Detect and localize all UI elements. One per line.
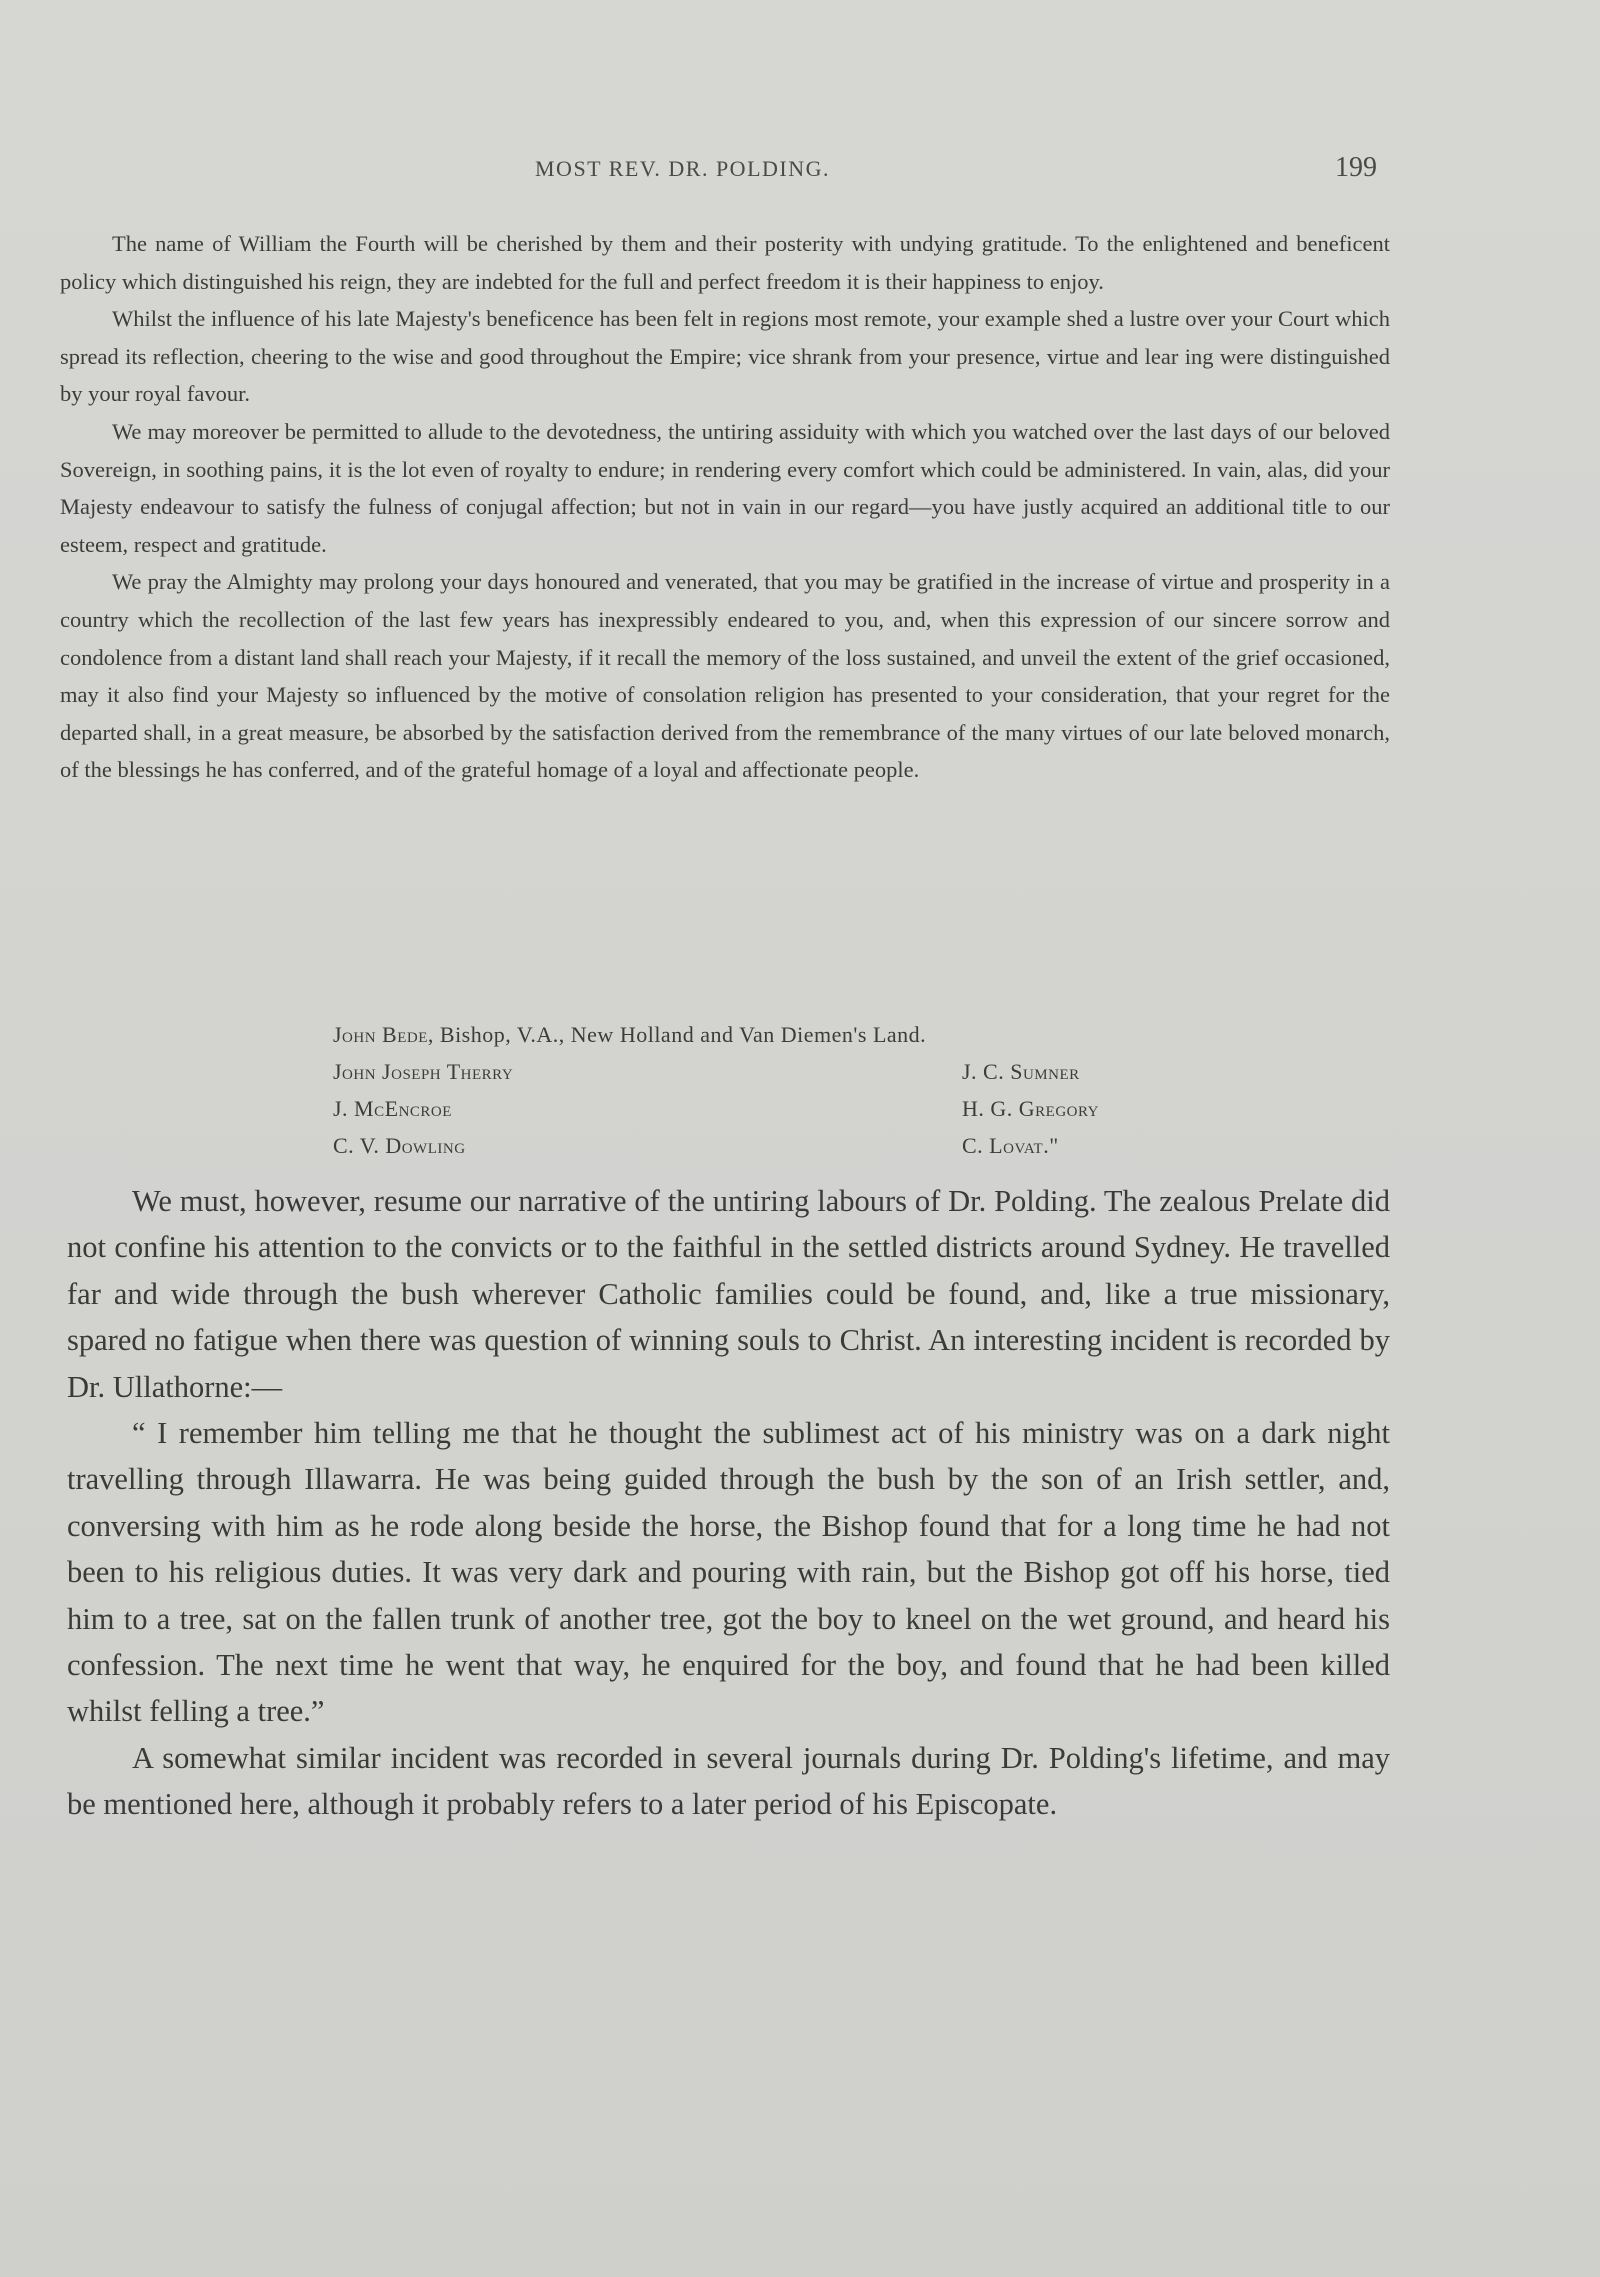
address-paragraph: Whilst the influence of his late Majesty's beneficence has been felt in regions most remote, your example shed a lustre over your Court which spread its reflection, cheering to the wise and good throughout the Empire; vice shrank from your presence, virtue and lear ing were distinguished by your royal favour.: [60, 306, 1390, 407]
signatures: [0, 1022, 1600, 1182]
signature-lovat: [962, 1133, 1059, 1159]
signature-gregory: H. G. Gregory: [962, 1096, 1100, 1121]
address-paragraph: We may moreover be permitted to allude to the devotedness, the untiring assiduity with which you watched over the last days of our beloved Sovereign, in soothing pains, it is the lot even of royalty to endure; in rendering every comfort which could be administered. In vain, alas, did your Majesty endeavour to satisfy the fulness of conjugal affection; but not in vain in our regard—you have justly acquired an additional title to our esteem, respect and gratitude.: [60, 418, 1390, 557]
signature-mcencroe: J. McEncroe: [333, 1096, 452, 1121]
signature-therry: John Joseph Therry: [333, 1059, 514, 1084]
signature-bishop: [333, 1022, 926, 1048]
running-title: MOST REV. DR. POLDING.: [535, 156, 831, 181]
signature-lovat-name: C. Lovat: [962, 1133, 1044, 1158]
signature-lovat-close-quote: .": [1043, 1133, 1059, 1158]
narrative-text: [67, 1178, 1390, 1828]
address-text: [60, 225, 1390, 789]
address-paragraph: The name of William the Fourth will be cherished by them and their posterity with undying gratitude. To the enlightened and beneficent policy which distinguished his reign, they are indebted for the full and perfect freedom it is their happiness to enjoy.: [60, 231, 1390, 294]
running-head: [0, 152, 1600, 192]
signature-bishop-title: , Bishop, V.A., New Holland and Van Diemen's Land.: [427, 1022, 927, 1047]
narrative-paragraph: A somewhat similar incident was recorded in several journals during Dr. Polding's lifetime, and may be mentioned here, although it probably refers to a later period of his Episcopate.: [67, 1740, 1390, 1822]
signature-sumner: J. C. Sumner: [962, 1059, 1080, 1084]
page-number: 199: [1335, 152, 1377, 183]
narrative-paragraph: We must, however, resume our narrative of the untiring labours of Dr. Polding. The zealous Prelate did not confine his attention to the convicts or to the faithful in the settled districts around Sydney. He travelled far and wide through the bush wherever Catholic families could be found, and, like a true missionary, spared no fatigue when there was question of winning souls to Christ. An interesting incident is recorded by Dr. Ullathorne:—: [67, 1184, 1390, 1404]
narrative-quote-paragraph: “ I remember him telling me that he thought the sublimest act of his ministry was on a dark night travelling through Illawarra. He was being guided through the bush by the son of an Irish settler, and, conversing with him as he rode along beside the horse, the Bishop found that for a long time he had not been to his religious duties. It was very dark and pouring with rain, but the Bishop got off his horse, tied him to a tree, sat on the fallen trunk of another tree, got the boy to kneel on the wet ground, and heard his confession. The next time he went that way, he enquired for the boy, and found that he had been killed whilst felling a tree.”: [67, 1416, 1390, 1729]
address-paragraph: We pray the Almighty may prolong your days honoured and venerated, that you may be gratified in the increase of virtue and prosperity in a country which the recollection of the last few years has inexpressibly endeared to you, and, when this expression of our sincere sorrow and condolence from a distant land shall reach your Majesty, if it recall the memory of the loss sustained, and unveil the extent of the grief occasioned, may it also find your Majesty so influenced by the motive of consolation religion has presented to your consideration, that your regret for the departed shall, in a great measure, be absorbed by the satisfaction derived from the remembrance of the many virtues of our late beloved monarch, of the blessings he has conferred, and of the grateful homage of a loyal and affectionate people.: [60, 569, 1390, 783]
signature-dowling: C. V. Dowling: [333, 1133, 466, 1158]
signature-bishop-name: John Bede: [333, 1022, 428, 1047]
